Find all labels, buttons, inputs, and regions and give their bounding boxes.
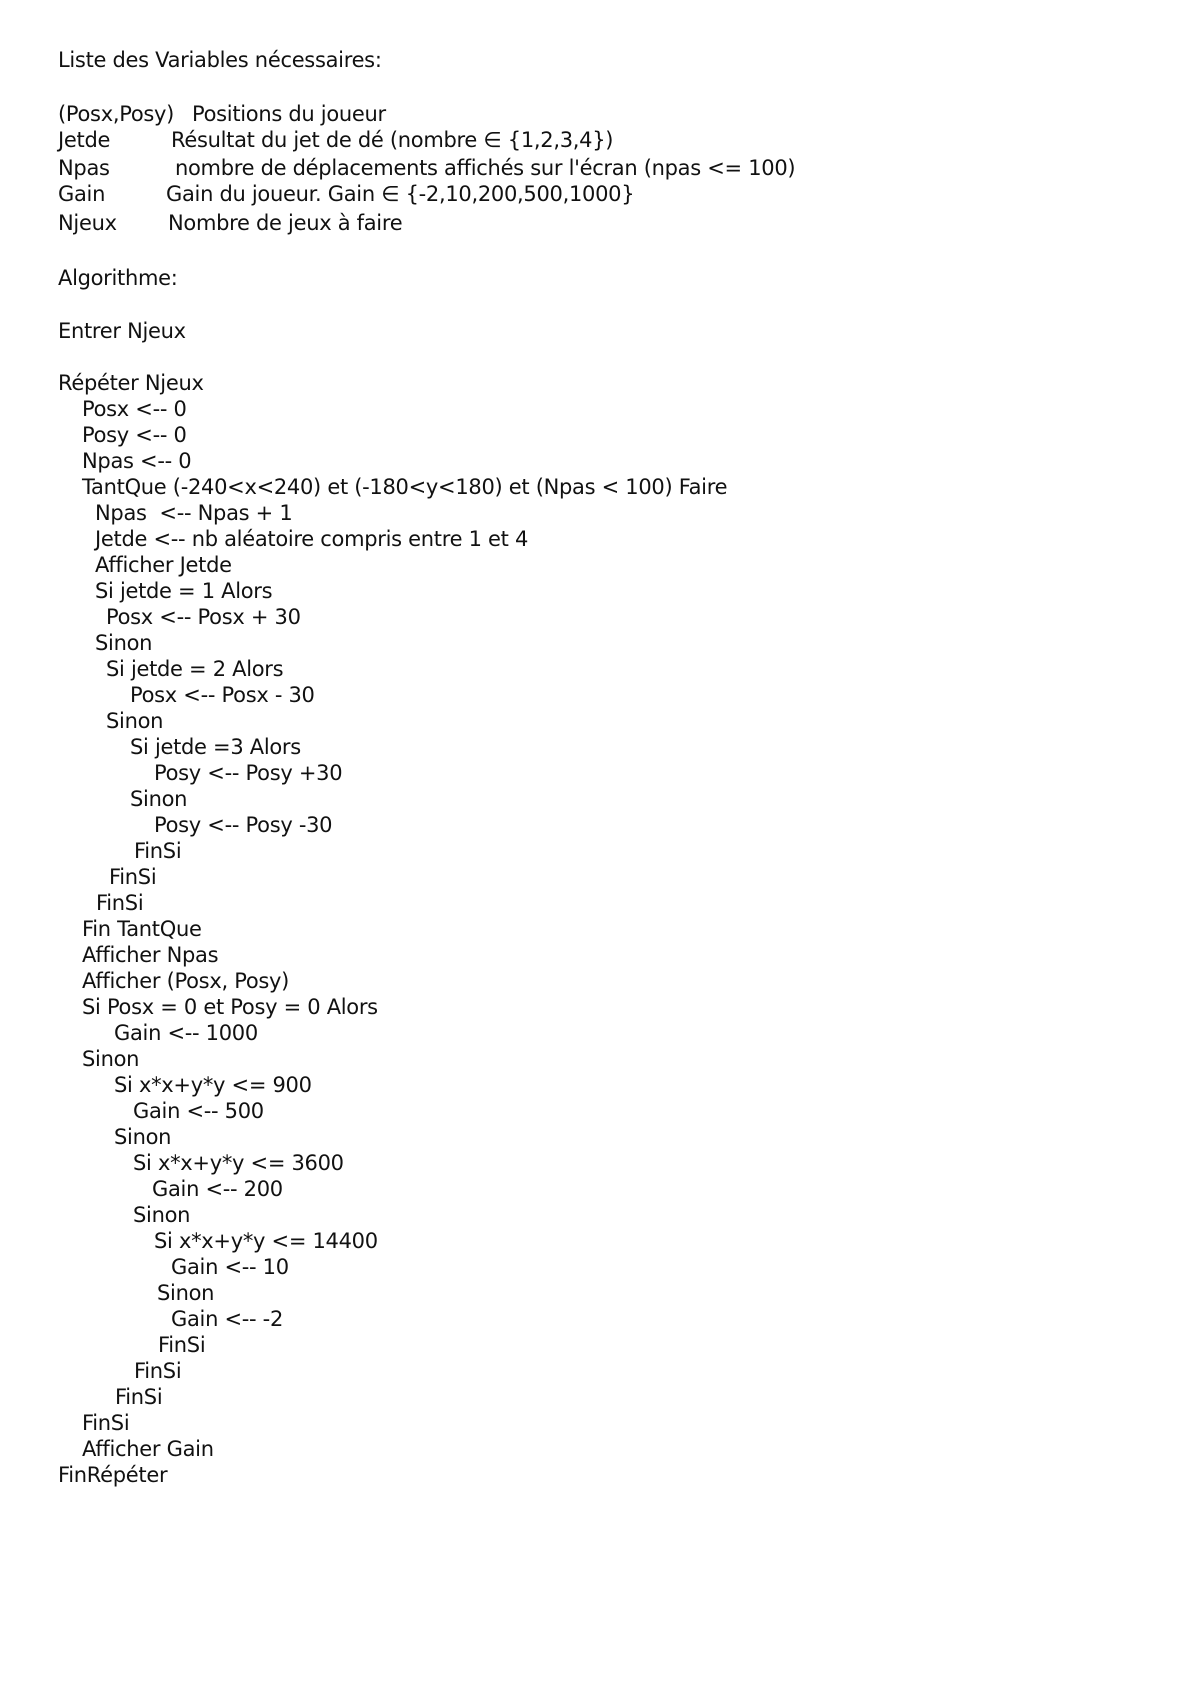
code-line: Gain <-- 200 [152,1177,283,1201]
code-line: Gain <-- 10 [171,1255,289,1279]
code-line: Si x*x+y*y <= 900 [114,1073,312,1097]
code-line: Posx <-- Posx - 30 [130,683,315,707]
code-line: Sinon [133,1203,191,1227]
variable-description: Nombre de jeux à faire [168,211,403,235]
variable-name: Gain [58,182,106,206]
code-line: Jetde <-- nb aléatoire compris entre 1 et 4 [95,527,529,551]
code-line: Posx <-- 0 [82,397,187,421]
code-line: Afficher Npas [82,943,219,967]
variable-description: Positions du joueur [192,102,386,126]
code-line: Répéter Njeux [58,371,204,395]
code-line: Afficher Gain [82,1437,214,1461]
code-line: Npas <-- Npas + 1 [95,501,293,525]
code-line: Gain <-- -2 [171,1307,284,1331]
code-line: Posy <-- 0 [82,423,187,447]
variable-name: Njeux [58,211,117,235]
code-line: TantQue (-240<x<240) et (-180<y<180) et (Npas < 100) Faire [82,475,728,499]
code-line: Si x*x+y*y <= 14400 [154,1229,378,1253]
code-line: Gain <-- 1000 [114,1021,258,1045]
code-line: Si jetde = 1 Alors [95,579,273,603]
variable-description: Gain du joueur. Gain ∈ {-2,10,200,500,1000} [166,182,635,206]
code-line: Si jetde = 2 Alors [106,657,284,681]
code-line: FinSi [158,1333,206,1357]
variables-heading: Liste des Variables nécessaires: [58,48,382,72]
code-line: Sinon [130,787,188,811]
code-line: Afficher (Posx, Posy) [82,969,290,993]
variable-name: Npas [58,156,110,180]
code-line: Npas <-- 0 [82,449,192,473]
code-line: Sinon [106,709,164,733]
variable-description: Résultat du jet de dé (nombre ∈ {1,2,3,4}) [171,128,614,152]
code-line: Gain <-- 500 [133,1099,264,1123]
code-line: Sinon [114,1125,172,1149]
code-line: Posy <-- Posy -30 [154,813,333,837]
code-line: FinSi [96,891,144,915]
algorithm-heading: Algorithme: [58,266,178,290]
code-line: Sinon [95,631,153,655]
code-line: Sinon [157,1281,215,1305]
code-line: Si jetde =3 Alors [130,735,301,759]
code-line: Si Posx = 0 et Posy = 0 Alors [82,995,378,1019]
code-line: Fin TantQue [82,917,202,941]
variable-name: Jetde [58,128,111,152]
variable-description: nombre de déplacements affichés sur l'écran (npas <= 100) [175,156,796,180]
code-line: FinSi [82,1411,130,1435]
code-line: Si x*x+y*y <= 3600 [133,1151,344,1175]
code-line: FinRépéter [58,1463,168,1487]
code-line: FinSi [134,839,182,863]
code-line: Posx <-- Posx + 30 [106,605,301,629]
code-line: Afficher Jetde [95,553,232,577]
algorithm-entry-line: Entrer Njeux [58,319,186,343]
code-line: FinSi [134,1359,182,1383]
code-line: FinSi [115,1385,163,1409]
code-line: Sinon [82,1047,140,1071]
code-line: Posy <-- Posy +30 [154,761,343,785]
code-line: FinSi [109,865,157,889]
variable-name: (Posx,Posy) [58,102,175,126]
